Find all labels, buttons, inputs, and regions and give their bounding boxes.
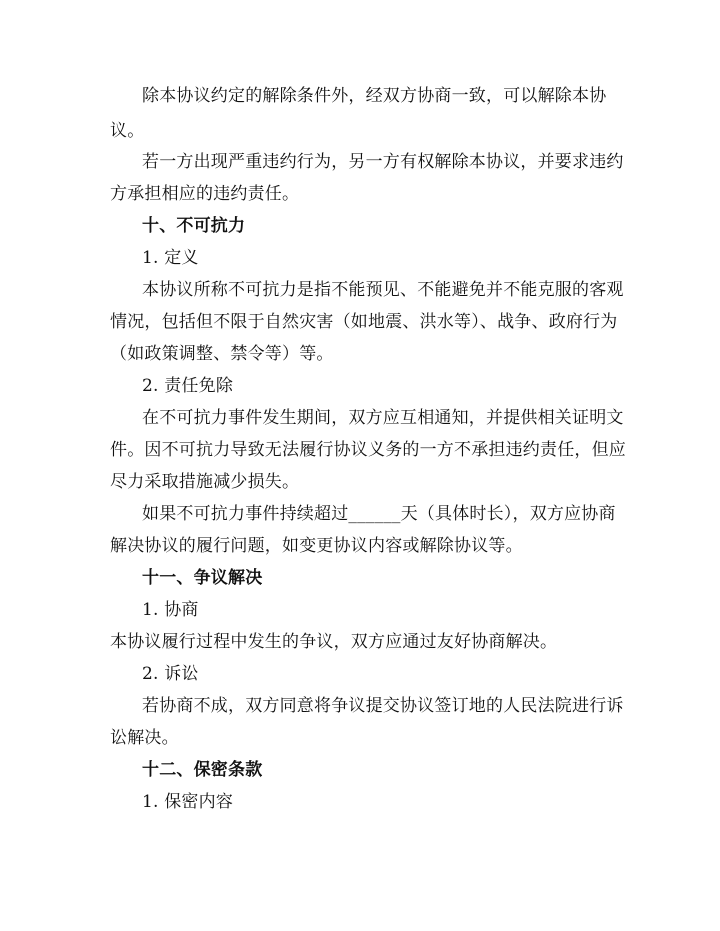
section-heading: 十一、争议解决 [142, 568, 263, 588]
section-heading: 十二、保密条款 [142, 760, 263, 780]
paragraph-line: 除本协议约定的解除条件外，经双方协商一致，可以解除本协 [142, 86, 607, 106]
paragraph-line: 情况，包括但不限于自然灾害（如地震、洪水等）、战争、政府行为 [110, 312, 618, 332]
paragraph-line: 尽力采取措施减少损失。 [110, 472, 300, 492]
section-heading: 十、不可抗力 [142, 216, 246, 236]
paragraph-line: 讼解决。 [110, 728, 179, 748]
paragraph-line: 若协商不成，双方同意将争议提交协议签订地的人民法院进行诉 [142, 696, 624, 716]
paragraph-line: 在不可抗力事件发生期间，双方应互相通知，并提供相关证明文 [142, 408, 624, 428]
paragraph-line: 若一方出现严重违约行为，另一方有权解除本协议，并要求违约 [142, 152, 624, 172]
subsection-title: 1. 保密内容 [142, 792, 234, 812]
paragraph-line: 本协议履行过程中发生的争议，双方应通过友好协商解决。 [110, 632, 558, 652]
subsection-title: 2. 诉讼 [142, 664, 199, 684]
subsection-title: 1. 定义 [142, 248, 199, 268]
subsection-title: 1. 协商 [142, 600, 199, 620]
paragraph-line: 件。因不可抗力导致无法履行协议义务的一方不承担违约责任，但应 [110, 440, 626, 460]
paragraph-line: （如政策调整、禁令等）等。 [110, 344, 334, 364]
subsection-title: 2. 责任免除 [142, 376, 234, 396]
paragraph-line: 如果不可抗力事件持续超过______天（具体时长），双方应协商 [142, 504, 616, 524]
paragraph-line: 本协议所称不可抗力是指不能预见、不能避免并不能克服的客观 [142, 280, 624, 300]
paragraph-line: 议。 [110, 121, 145, 141]
paragraph-line: 解决协议的履行问题，如变更协议内容或解除协议等。 [110, 536, 523, 556]
paragraph-line: 方承担相应的违约责任。 [110, 184, 300, 204]
